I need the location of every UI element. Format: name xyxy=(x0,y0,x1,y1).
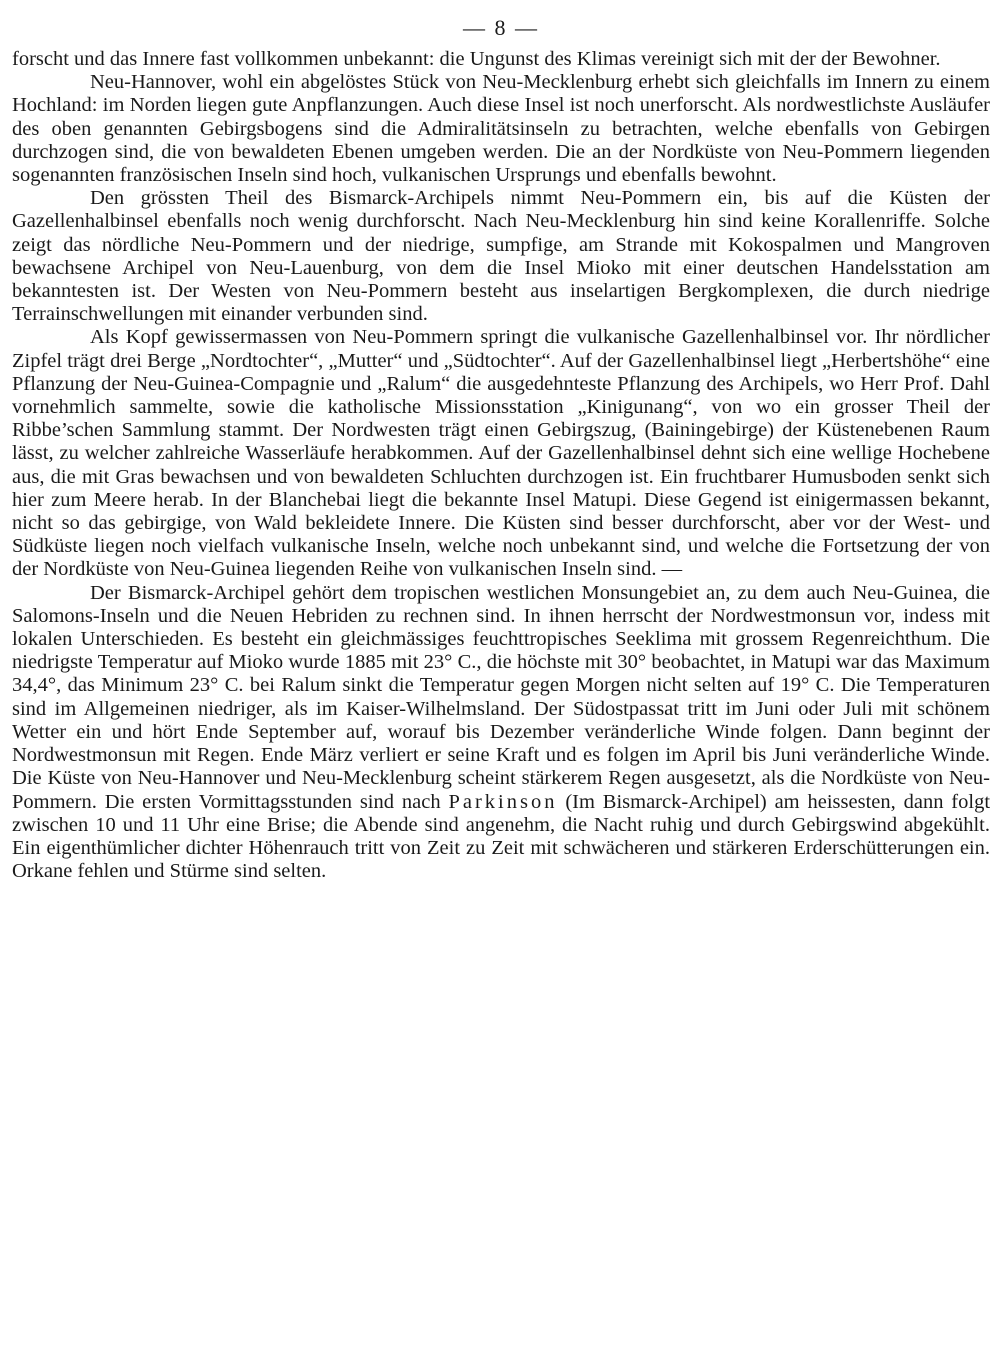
author-name-spaced: Parkinson xyxy=(448,790,558,813)
paragraph-klima-text-after: (Im Bismarck-Archipel) am heissesten, dann folgt zwischen 10 und 11 Uhr eine Brise; die Abende sind angenehm, die Nacht ruhig und durch Gebirgswind abgekühlt. Ein eigenthümlicher dichter Höhenrauch tritt von Zeit zu Zeit mit schwächeren und stärkeren Erderschütterungen ein. Orkane fehlen und Stürme sind selten. xyxy=(12,790,991,883)
paragraph-klima-text: Der Bismarck-Archipel gehört dem tropischen westlichen Monsungebiet an, zu dem auch Neu-Guinea, die Salomons-Inseln und die Neuen Hebriden zu rechnen sind. In ihnen herrscht der Nordwestmonsun vor, indess mit lokalen Unterschieden. Es besteht ein gleichmässiges feuchttropisches Seeklima mit grossem Regenreichthum. Die niedrigste Temperatur auf Mioko wurde 1885 mit 23° C., die höchste mit 30° beobachtet, in Matupi war das Maximum 34,4°, das Minimum 23° C. bei Ralum sinkt die Temperatur gegen Morgen nicht selten auf 19° C. Die Temperaturen sind im Allgemeinen niedriger, als im Kaiser-Wilhelmsland. Der Südostpassat tritt im Juni oder Juli mit schönem Wetter ein und hört Ende September auf, worauf bis Dezember veränderliche Winde folgen. Dann beginnt der Nordwestmonsun mit Regen. Ende März verliert er seine Kraft und es folgen im April bis Juni veränderliche Winde. Die Küste von Neu-Hannover und Neu-Mecklenburg scheint stärkerem Regen ausgesetzt, als die Nordküste von Neu-Pommern. Die ersten Vormittagsstunden sind nach xyxy=(12,581,990,813)
body-text xyxy=(12,48,990,883)
paragraph-klima xyxy=(12,582,990,884)
paragraph-neu-hannover: Neu-Hannover, wohl ein abgelöstes Stück von Neu-Mecklenburg erhebt sich gleichfalls im Innern zu einem Hochland: im Norden liegen gute Anpflanzungen. Auch diese Insel ist noch unerforscht. Als nordwestlichste Ausläufer des oben genannten Gebirgsbogens sind die Admiralitätsinseln zu betrachten, welche ebenfalls von Gebirgen durchzogen sind, die von bewaldeten Ebenen umgeben werden. Die an der Nordküste von Neu-Pommern liegenden sogenannten französischen Inseln sind hoch, vulkanischen Ursprungs und ebenfalls bewohnt. xyxy=(12,71,990,187)
paragraph-gazellenhalbinsel: Als Kopf gewissermassen von Neu-Pommern springt die vulkanische Gazellenhalbinsel vor. Ihr nördlicher Zipfel trägt drei Berge „Nordtochter“, „Mutter“ und „Südtochter“. Auf der Gazellenhalbinsel liegt „Herbertshöhe“ eine Pflanzung der Neu-Guinea-Compagnie und „Ralum“ die ausgedehnteste Pflanzung des Archipels, wo Herr Prof. Dahl vornehmlich sammelte, sowie die katholische Missionsstation „Kinigunang“, von wo ein grosser Theil der Ribbe’schen Sammlung stammt. Der Nordwesten trägt einen Gebirgszug, (Bainingebirge) der Küstenebenen Raum lässt, zu welcher zahlreiche Wasserläufe herabkommen. Auf der Gazellenhalbinsel dehnt sich eine wellige Hochebene aus, die mit Gras bewachsen und von bewaldeten Schluchten durchzogen ist. Ein fruchtbarer Humusboden senkt sich hier zum Meere herab. In der Blanchebai liegt die bekannte Insel Matupi. Diese Gegend ist einigermassen bekannt, nicht so das gebirgige, von Wald bekleidete Innere. Die Küsten sind besser durchforscht, aber vor der West- und Südküste liegen noch vielfach vulkanische Inseln, welche noch unbekannt sind, und welche die Fortsetzung der von der Nordküste von Neu-Guinea liegenden Reihe von vulkanischen Inseln sind. — xyxy=(12,326,990,581)
paragraph-continuation: forscht und das Innere fast vollkommen unbekannt: die Ungunst des Klimas vereinigt sich mit der der Bewohner. xyxy=(12,48,941,70)
page-number: — 8 — xyxy=(463,15,539,40)
paragraph-neu-pommern: Den grössten Theil des Bismarck-Archipels nimmt Neu-Pommern ein, bis auf die Küsten der Gazellenhalbinsel ebenfalls noch wenig durchforscht. Nach Neu-Mecklenburg hin sind keine Korallenriffe. Solche zeigt das nördliche Neu-Pommern und der niedrige, sumpfige, am Strande mit Kokospalmen und Mangroven bewachsene Archipel von Neu-Lauenburg, von dem die Insel Mioko mit einer deutschen Handelsstation am bekanntesten ist. Der Westen von Neu-Pommern besteht aus inselartigen Bergkomplexen, die durch niedrige Terrainschwellungen mit einander verbunden sind. xyxy=(12,187,990,326)
